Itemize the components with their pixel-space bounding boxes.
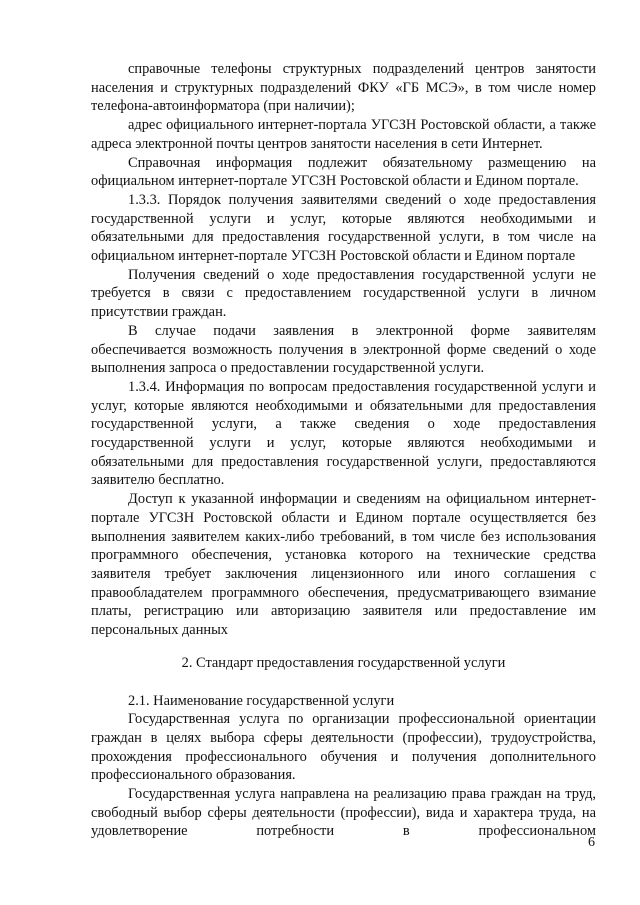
- paragraph-reference-phones: справочные телефоны структурных подразделений центров занятости населения и структурных подразделений ФКУ «ГБ МСЭ», в том числе номер телефона-автоинформатора (при наличии);: [91, 61, 596, 115]
- paragraph-status-not-required: Получения сведений о ходе предоставления государственной услуги не требуется в связи с предоставлением государственной услуги в личном присутствии граждан.: [91, 266, 596, 321]
- paragraph-portal-address: адрес официального интернет-портала УГСЗН Ростовской области, а также адреса электронной почты центров занятости населения в сети Интернет.: [91, 117, 596, 152]
- paragraph-1-3-4: 1.3.4. Информация по вопросам предоставления государственной услуги и услуг, которые являются необходимыми и обязательными для предоставления государственной услуги, а также сведения о ходе предоставления государственной услуги и услуг, которые являются необходимыми и обязательными для предоставления государственной услуги, предоставляются заявителю бесплатно.: [91, 378, 596, 489]
- paragraph-service-description: Государственная услуга по организации профессиональной ориентации граждан в целях выбора сферы деятельности (профессии), трудоустройства, прохождения профессионального обучения и получения дополнительного профессионального образования.: [91, 711, 596, 784]
- paragraph-reference-info: Справочная информация подлежит обязательному размещению на официальном интернет-портале УГСЗН Ростовской области и Едином портале.: [91, 154, 596, 190]
- paragraph-electronic-form: В случае подачи заявления в электронной форме заявителям обеспечивается возможность получения в электронной форме сведений о ходе выполнения запроса о предоставлении государственной услуги.: [91, 322, 596, 377]
- document-body: [91, 60, 596, 841]
- page-number: 6: [588, 835, 595, 850]
- paragraph-1-3-3: 1.3.3. Порядок получения заявителями сведений о ходе предоставления государственной услуги и услуг, которые являются необходимыми и обязательными для предоставления государственной услуги, в том числе на официальном интернет-портале УГСЗН Ростовской области и Едином портале: [91, 191, 596, 265]
- paragraph-service-purpose: Государственная услуга направлена на реализацию права граждан на труд, свободный выбор сферы деятельности (профессии), вида и характера труда, на удовлетворение потребности в профессиональном: [91, 786, 596, 840]
- section-heading: 2. Стандарт предоставления государственной услуги: [181, 654, 506, 671]
- paragraph-access-to-information: Доступ к указанной информации и сведениям на официальном интернет-портале УГСЗН Ростовской области и Едином портале осуществляется без выполнения заявителем каких-либо требований, в том числе без использования программного обеспечения, установка которого на технические средства заявителя требует заключения лицензионного или иного соглашения с правообладателем программного обеспечения, предусматривающего взимание платы, регистрацию или авторизацию заявителя или предоставление им персональных данных: [91, 491, 596, 639]
- paragraph-2-1-title: 2.1. Наименование государственной услуги: [128, 692, 395, 709]
